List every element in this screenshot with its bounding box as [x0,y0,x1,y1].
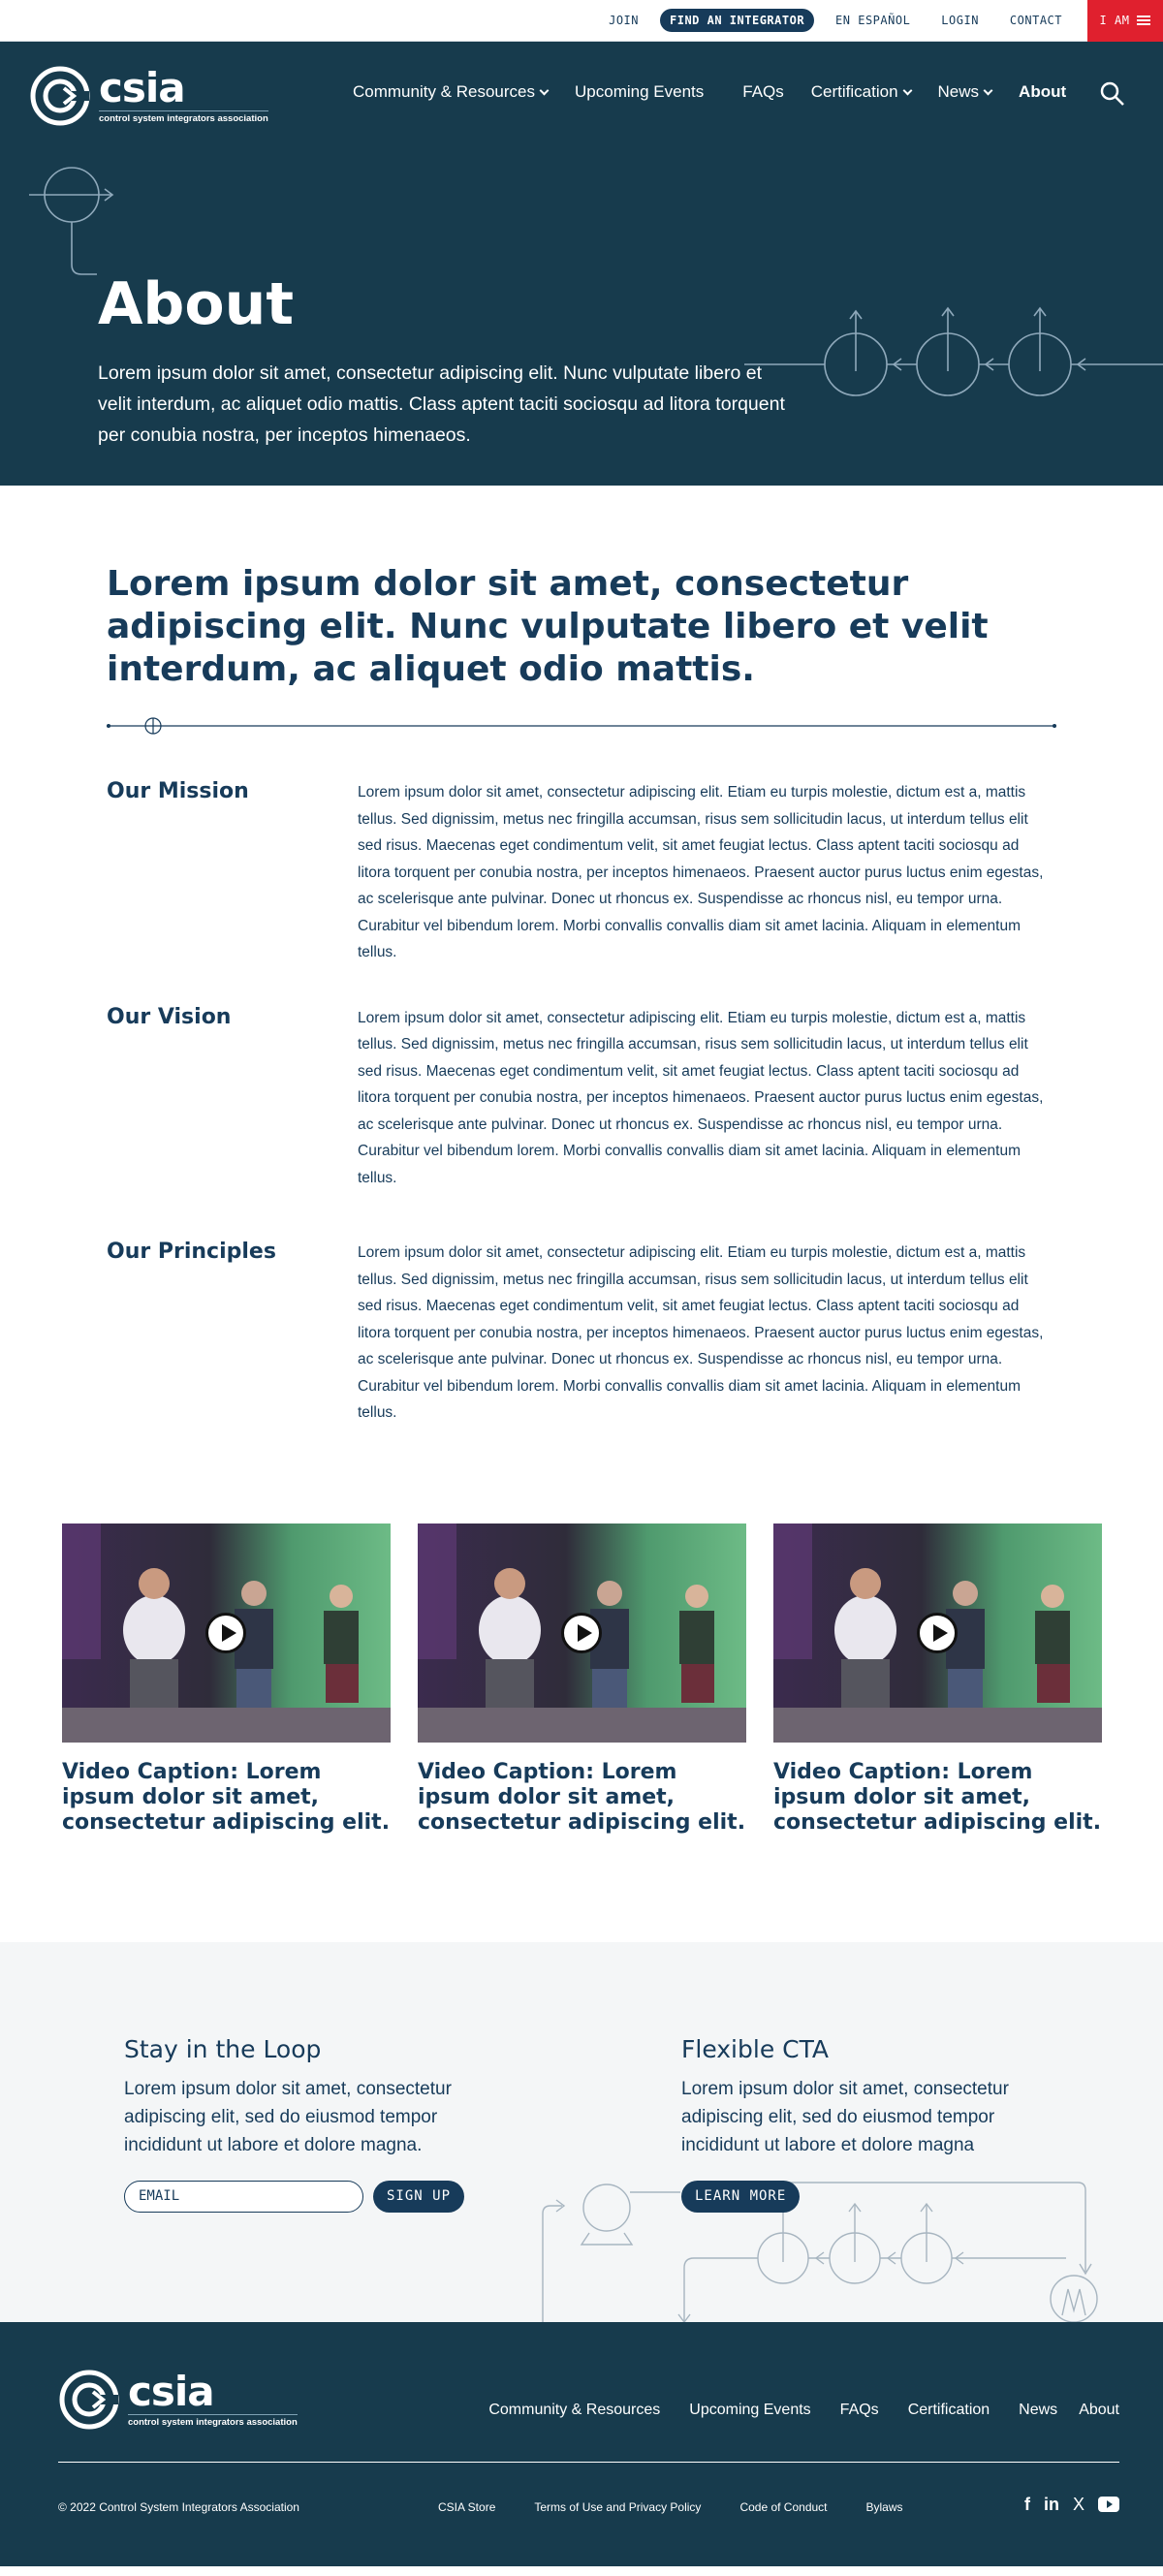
newsletter-body: Lorem ipsum dolor sit amet, consectetur adipiscing elit, sed do eiusmod tempor incididunt ut labore et dolore magna. [124,2078,452,2155]
nav-faqs[interactable] [742,82,784,102]
footer-nav [459,2402,1119,2419]
footer-nav-faqs[interactable]: FAQs [839,2401,879,2418]
cta-body: Lorem ipsum dolor sit amet, consectetur adipiscing elit, sed do eiusmod tempor incididunt ut labore et dolore magna [681,2078,1009,2155]
play-icon[interactable] [917,1613,958,1653]
cta-actions [681,2181,1059,2213]
nav-upcoming-events[interactable] [575,82,704,102]
social-links [1024,2495,1119,2515]
hero [0,42,1163,486]
learn-more-button[interactable]: LEARN MORE [681,2181,800,2213]
contact-link[interactable]: CONTACT [1009,14,1062,27]
newsletter-form [124,2181,502,2213]
logo-tagline: control system integrators association [99,110,268,124]
nav-community-resources[interactable] [353,82,548,102]
video-card [418,1524,746,1836]
hero-lede: Lorem ipsum dolor sit amet, consectetur adipiscing elit. Nunc vulputate libero et velit interdum, ac aliquet odio mattis. Class aptent taciti sociosqu ad litora torquent per conubia nostra, per inceptos himenaeos. [98,362,785,446]
join-link[interactable]: JOIN [609,14,639,27]
about-sections [0,740,1163,1427]
csia-logo[interactable] [29,65,268,127]
flexible-cta-block [681,2035,1059,2213]
nav-label: About [1019,82,1067,101]
hamburger-icon [1137,16,1150,25]
sign-up-button[interactable]: SIGN UP [373,2181,464,2213]
mission-block [107,779,1056,966]
linkedin-icon[interactable]: in [1043,2494,1059,2514]
newsletter-title: Stay in the Loop [124,2034,322,2063]
facebook-icon[interactable]: f [1023,2494,1030,2514]
logo-wordmark: csia [99,64,185,111]
signup-cta-band [0,1942,1163,2322]
utility-bar [0,0,1163,42]
youtube-icon[interactable] [1098,2497,1119,2512]
section-body: Lorem ipsum dolor sit amet, consectetur adipiscing elit. Etiam eu turpis molestie, dictum est a, mattis tellus. Sed dignissim, metus nec fringilla accumsan, risus sem sollicitudin lacus, ut interdum tellus elit sed risus. Maecenas eget condimentum velit, sit amet feugiat lectus. Class aptent taciti sociosqu ad litora torquent per conubia nostra, per inceptos himenaeos. Praesent auctor purus luctus enim egestas, ac scelerisque ante pulvinar. Donec ut rhoncus ex. Suspendisse ac rhoncus nisl, eu tempor urna. Curabitur vel bibendum lorem. Morbi convallis convallis diam sit amet lacinia. Aliquam in elementum tellus. [358,784,1044,960]
principles-block [107,1240,1056,1427]
csia-store-link[interactable]: CSIA Store [438,2499,496,2514]
footer-nav-news[interactable]: News [1019,2401,1058,2418]
section-title: Our Mission [107,779,249,803]
footer-nav-community-resources[interactable]: Community & Resources [488,2401,661,2418]
nav-label: Community & Resources [353,82,536,101]
section-body: Lorem ipsum dolor sit amet, consectetur adipiscing elit. Etiam eu turpis molestie, dictum est a, mattis tellus. Sed dignissim, metus nec fringilla accumsan, risus sem sollicitudin lacus, ut interdum tellus elit sed risus. Maecenas eget condimentum velit, sit amet feugiat lectus. Class aptent taciti sociosqu ad litora torquent per conubia nostra, per inceptos himenaeos. Praesent auctor purus luctus enim egestas, ac scelerisque ante pulvinar. Donec ut rhoncus ex. Suspendisse ac rhoncus nisl, eu tempor urna. Curabitur vel bibendum lorem. Morbi convallis convallis diam sit amet lacinia. Aliquam in elementum tellus. [358,1244,1044,1421]
nav-about[interactable] [1019,82,1066,102]
main-nav [353,82,1093,102]
chevron-down-icon [984,85,993,95]
nav-label: Upcoming Events [575,82,705,101]
footer-nav-upcoming-events[interactable]: Upcoming Events [689,2401,811,2418]
video-caption: Video Caption: Lorem ipsum dolor sit amet, consectetur adipiscing elit. [773,1759,1102,1835]
footer-legal-links [438,2500,942,2514]
section-divider [107,716,1056,736]
cta-title: Flexible CTA [681,2034,830,2063]
play-icon[interactable] [561,1613,602,1653]
video-card [62,1524,391,1836]
bylaws-link[interactable]: Bylaws [865,2499,903,2514]
nav-certification[interactable] [811,82,911,102]
email-field[interactable] [124,2181,363,2213]
nav-news[interactable] [938,82,992,102]
section-title: Our Vision [107,1004,232,1029]
nav-label: News [937,82,980,101]
vision-block [107,1005,1056,1192]
video-thumbnail[interactable] [62,1524,391,1743]
intro-section [0,486,1163,740]
nav-label: FAQs [742,82,784,101]
search-icon[interactable] [1099,80,1126,108]
newsletter-block [124,2035,502,2213]
footer-nav-about[interactable]: About [1079,2401,1119,2418]
section-title: Our Principles [107,1240,276,1264]
page-title: About [98,270,295,338]
csia-logo-mark-icon [58,2369,120,2431]
video-caption: Video Caption: Lorem ipsum dolor sit amet, consectetur adipiscing elit. [418,1759,746,1835]
chevron-down-icon [902,85,912,95]
i-am-menu-button[interactable] [1087,0,1163,42]
video-card [773,1524,1102,1836]
copyright: © 2022 Control System Integrators Association [58,2499,299,2514]
x-twitter-icon[interactable]: X [1072,2494,1084,2514]
logo-wordmark: csia [128,2367,214,2415]
video-caption: Video Caption: Lorem ipsum dolor sit amet, consectetur adipiscing elit. [62,1759,391,1835]
section-body: Lorem ipsum dolor sit amet, consectetur adipiscing elit. Etiam eu turpis molestie, dictum est a, mattis tellus. Sed dignissim, metus nec fringilla accumsan, risus sem sollicitudin lacus, ut interdum tellus elit sed risus. Maecenas eget condimentum velit, sit amet feugiat lectus. Class aptent taciti sociosqu ad litora torquent per conubia nostra, per inceptos himenaeos. Praesent auctor purus luctus enim egestas, ac scelerisque ante pulvinar. Donec ut rhoncus ex. Suspendisse ac rhoncus nisl, eu tempor urna. Curabitur vel bibendum lorem. Morbi convallis convallis diam sit amet lacinia. Aliquam in elementum tellus. [358,1009,1044,1186]
terms-privacy-link[interactable]: Terms of Use and Privacy Policy [534,2499,702,2514]
footer-divider [58,2462,1119,2463]
footer-nav-certification[interactable]: Certification [907,2401,990,2418]
espanol-link[interactable]: EN ESPAÑOL [835,14,911,27]
find-integrator-button[interactable]: FIND AN INTEGRATOR [660,9,814,32]
code-of-conduct-link[interactable]: Code of Conduct [739,2499,828,2514]
site-footer [0,2322,1163,2566]
video-thumbnail[interactable] [418,1524,746,1743]
login-link[interactable]: LOGIN [941,14,979,27]
play-icon[interactable] [205,1613,246,1653]
chevron-down-icon [540,85,550,95]
footer-csia-logo[interactable] [58,2369,298,2431]
intro-heading: Lorem ipsum dolor sit amet, consectetur adipiscing elit. Nunc vulputate libero et velit interdum, ac aliquet odio mattis. [107,564,989,689]
video-gallery [0,1465,1163,1836]
csia-logo-mark-icon [29,65,91,127]
logo-tagline: control system integrators association [128,2414,298,2428]
nav-label: Certification [810,82,898,101]
i-am-label: I AM [1099,14,1130,27]
video-thumbnail[interactable] [773,1524,1102,1743]
